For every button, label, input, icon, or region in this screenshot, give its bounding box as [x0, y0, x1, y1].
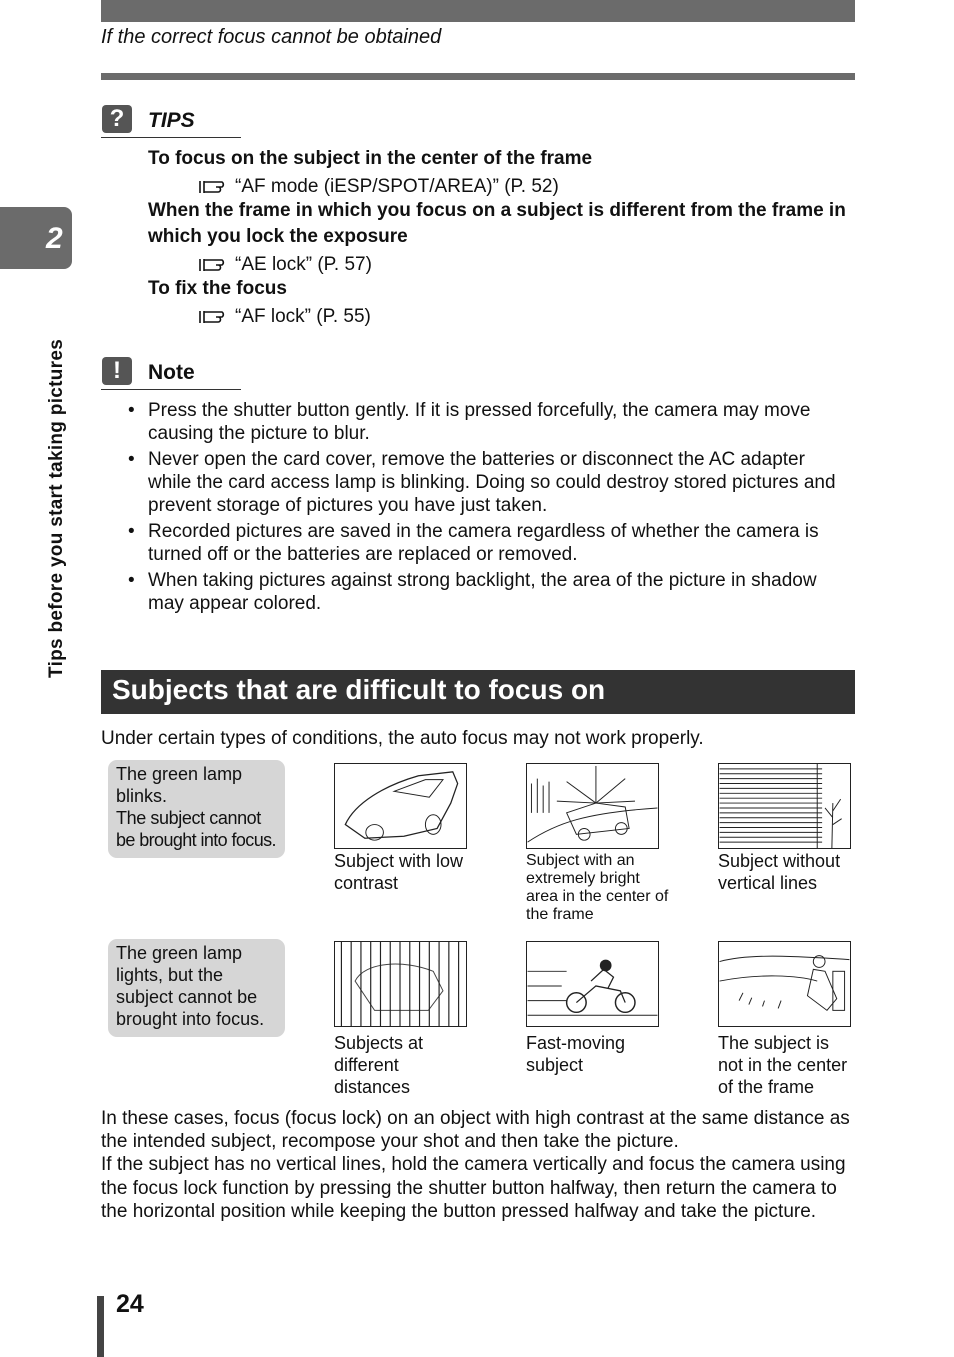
- tiger-behind-bars-illustration: [334, 941, 467, 1027]
- tip-reference[interactable]: [198, 176, 559, 198]
- exclamation-icon: !: [102, 357, 132, 385]
- chapter-side-label: Tips before you start taking pictures: [46, 338, 67, 678]
- page-number: 24: [116, 1290, 144, 1318]
- pointing-hand-icon: [198, 255, 232, 275]
- tip-reference[interactable]: [198, 306, 371, 328]
- case-caption: Subject without vertical lines: [718, 851, 841, 893]
- status-line: blinks.: [116, 786, 168, 806]
- tips-heading: TIPS: [148, 109, 195, 132]
- case-caption: The subject is not in the center of the frame: [718, 1033, 848, 1097]
- status-box-lights: The green lamp lights, but the subject cannot be brought into focus.: [108, 939, 285, 1037]
- tip-reference-text: “AF mode (iESP/SPOT/AREA)” (P. 52): [235, 176, 559, 197]
- person-by-river-illustration: [718, 941, 851, 1027]
- tip-title: When the frame in which you focus on a subject is different from the frame in which you lock the exposure: [148, 200, 846, 247]
- question-icon: ?: [102, 105, 132, 133]
- list-item: • Never open the card cover, remove the batteries or disconnect the AC adapter while the card access lamp is blinking. Doing so could destroy stored pictures and prevent storage of pictures you have just taken.: [101, 448, 853, 517]
- tip-reference-text: “AF lock” (P. 55): [235, 306, 371, 327]
- pointing-hand-icon: [198, 307, 232, 327]
- status-line: be brought into focus.: [116, 830, 276, 850]
- bright-car-illustration: [526, 763, 659, 849]
- closing-paragraph: In these cases, focus (focus lock) on an object with high contrast at the same distance as the intended subject, recompose your shot and then take the picture.: [101, 1108, 850, 1153]
- case-caption: Subject with an extremely bright area in the center of the frame: [526, 852, 669, 923]
- chapter-number: 2: [46, 222, 63, 255]
- list-item: • Press the shutter button gently. If it is pressed forcefully, the camera may move causing the picture to blur.: [101, 399, 853, 445]
- car-illustration: [334, 763, 467, 849]
- tip-reference-text: “AE lock” (P. 57): [235, 254, 372, 275]
- note-list: [101, 399, 853, 618]
- tip-reference[interactable]: [198, 254, 372, 276]
- status-line: The subject cannot: [116, 808, 261, 828]
- section-title: Subjects that are difficult to focus on: [112, 674, 606, 705]
- page-header-title: If the correct focus cannot be obtained: [101, 26, 442, 48]
- pointing-hand-icon: [198, 177, 232, 197]
- tips-rule: [101, 137, 241, 138]
- case-caption: Fast-moving subject: [526, 1033, 626, 1075]
- header-bar: [101, 0, 855, 22]
- case-caption: Subjects at different distances: [334, 1033, 424, 1097]
- closing-paragraph: If the subject has no vertical lines, hold the camera vertically and focus the camera using the focus lock function by pressing the shutter button halfway, then return the camera to the horizontal position while keeping the button pressed halfway and take the picture.: [101, 1154, 846, 1222]
- list-item: • When taking pictures against strong backlight, the area of the picture in shadow may appear colored.: [101, 569, 853, 615]
- tip-title: To fix the focus: [148, 278, 287, 299]
- horizontal-blinds-illustration: [718, 763, 851, 849]
- header-rule: [101, 73, 855, 80]
- motorcycle-illustration: [526, 941, 659, 1027]
- note-heading: Note: [148, 361, 195, 384]
- case-caption: Subject with low contrast: [334, 851, 464, 893]
- status-line: The green lamp: [116, 764, 243, 784]
- closing-text: [101, 1107, 853, 1223]
- section-intro: Under certain types of conditions, the auto focus may not work properly.: [101, 728, 704, 749]
- tip-title: To focus on the subject in the center of the frame: [148, 148, 593, 169]
- list-item: • Recorded pictures are saved in the camera regardless of whether the camera is turned off or the batteries are replaced or removed.: [101, 520, 853, 566]
- status-box-blinks: [108, 760, 285, 858]
- note-rule: [101, 389, 241, 390]
- page-number-bar: [97, 1296, 104, 1357]
